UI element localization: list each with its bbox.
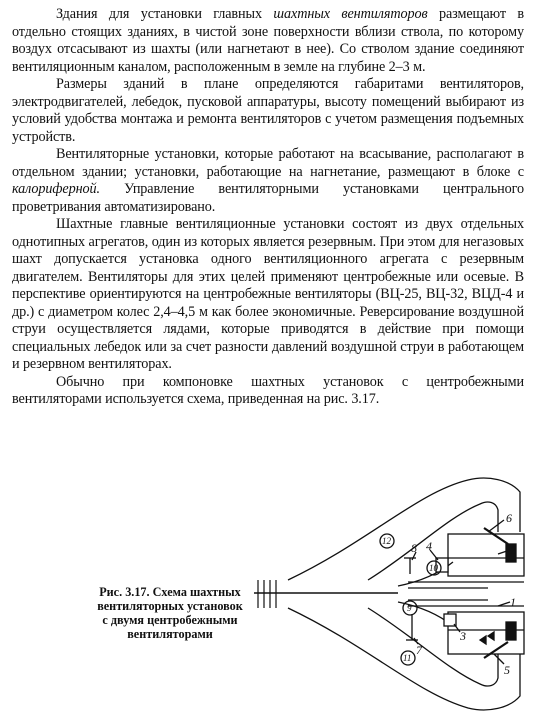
label-4: 4 xyxy=(426,539,432,553)
diagram-svg xyxy=(248,462,534,724)
italic-term: калориферной. xyxy=(12,181,100,197)
lower-rotor xyxy=(506,622,516,640)
label-11: 11 xyxy=(403,653,412,663)
label-3: 3 xyxy=(460,629,466,643)
label-10: 10 xyxy=(429,563,438,573)
label-1: 1 xyxy=(510,595,516,609)
label-8: 8 xyxy=(411,541,417,555)
label-12: 12 xyxy=(382,536,391,546)
label-9: 9 xyxy=(407,603,412,613)
arrow-5 xyxy=(480,636,486,644)
paragraph-4: Шахтные главные вентиляционные установки состоят из двух отдельных однотипных агрегатов, один из которых является резервным. При этом для негазовых шахт допускается установка одного вентиляционного агрегата с резервным двигателем. Вентиляторы для этих целей применяют центробежные или осевые. В перспективе ориентируются на центробежные вентиляторы (ВЦ-25, ВЦ-32, ВЦД-4 и др.) с диаметром колес 2,4–4,5 м как более экономичные. Реверсирование воздушной струи осуществляется лядами, которые приводятся в действие при помощи специальных лебедок или за счет разности давлений воздушной струи в работающем и резервном вентиляторах. xyxy=(12,216,524,372)
damper-upper xyxy=(484,528,508,544)
paragraph-5: Обычно при компоновке шахтных установок с центробежными вентиляторами используется схема, приведенная на рис. 3.17. xyxy=(12,373,524,407)
label-7: 7 xyxy=(416,643,422,657)
paragraph-2: Размеры зданий в плане определяются габаритами вентиляторов, электродвигателей, лебедок, пусковой аппаратуры, высоту помещений выбирают из условий удобства монтажа и ремонта вентиляторов с учетом размещения подъемных устройств. xyxy=(12,76,524,145)
channel-inner-lower xyxy=(368,608,498,686)
body-text xyxy=(12,6,524,409)
label-2: 2 xyxy=(510,543,516,557)
label-5: 5 xyxy=(504,663,510,677)
figure-caption: Рис. 3.17. Схема шахтных вентиляторных установок с двумя центробежными вентиляторами xyxy=(97,585,243,641)
paragraph-3: Вентиляторные установки, которые работают на всасывание, располагают в отдельном здании; установки, работающие на нагнетание, размещают в блоке с калориферной. Управление вентиляторными установками центрального проветривания автоматизировано. xyxy=(12,146,524,215)
label-6: 6 xyxy=(506,511,512,525)
paragraph-1: Здания для установки главных шахтных вентиляторов размещают в отдельно стоящих зданиях, в чистой зоне поверхности вблизи ствола, по которому воздух отсасывают из шахты (или нагнетают в нее). Со стволом здание соединяют вентиляционным каналом, расположенным в земле на глубине 2–3 м. xyxy=(12,6,525,75)
italic-term: шахтных вентиляторов xyxy=(273,6,428,22)
fan-installation-diagram xyxy=(248,462,534,724)
